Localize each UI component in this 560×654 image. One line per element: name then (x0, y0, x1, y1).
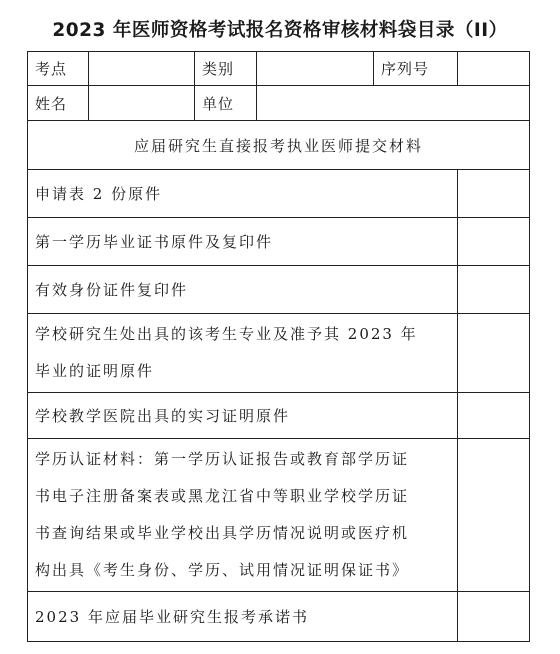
material-item (28, 393, 458, 439)
category-field[interactable] (257, 52, 374, 86)
material-text: 学校教学医院出具的实习证明原件 (35, 407, 291, 425)
name-field[interactable] (89, 86, 195, 121)
exam-site-field[interactable] (89, 52, 195, 86)
material-text-line: 学历认证材料：第一学历认证报告或教育部学历证 (35, 450, 410, 468)
material-item (28, 170, 458, 218)
material-checkbox[interactable] (458, 314, 530, 393)
material-item (28, 592, 458, 642)
header-row-name (28, 86, 530, 121)
material-checkbox[interactable] (458, 218, 530, 266)
material-row (28, 592, 530, 642)
material-text-line: 书电子注册备案表或黑龙江省中等职业学校学历证 (35, 487, 410, 505)
material-text: 第一学历毕业证书原件及复印件 (35, 233, 274, 251)
name-label: 姓名 (28, 86, 89, 121)
material-row (28, 170, 530, 218)
material-checkbox[interactable] (458, 266, 530, 314)
material-row (28, 314, 530, 393)
section-title: 应届研究生直接报考执业医师提交材料 (28, 121, 530, 170)
material-text-line: 构出具《考生身份、学历、试用情况证明保证书》 (35, 561, 410, 579)
material-checkbox[interactable] (458, 592, 530, 642)
serial-number-label: 序列号 (374, 52, 458, 86)
serial-number-field[interactable] (458, 52, 530, 86)
material-checkbox[interactable] (458, 170, 530, 218)
material-text: 申请表 2 份原件 (35, 185, 163, 203)
exam-site-label: 考点 (28, 52, 89, 86)
section-row (28, 121, 530, 170)
material-item (28, 266, 458, 314)
header-row-exam (28, 52, 530, 86)
material-row (28, 439, 530, 592)
material-item (28, 439, 458, 592)
material-text-line: 学校研究生处出具的该考生专业及准予其 2023 年 (35, 325, 418, 343)
material-text: 2023 年应届毕业研究生报考承诺书 (35, 608, 309, 626)
material-text-line: 书查询结果或毕业学校出具学历情况说明或医疗机 (35, 524, 410, 542)
unit-field[interactable] (257, 86, 530, 121)
material-row (28, 266, 530, 314)
material-item (28, 218, 458, 266)
material-checkbox[interactable] (458, 439, 530, 592)
material-checkbox[interactable] (458, 393, 530, 439)
unit-label: 单位 (195, 86, 257, 121)
material-text-line: 毕业的证明原件 (35, 362, 155, 380)
material-row (28, 218, 530, 266)
material-row (28, 393, 530, 439)
document-title: 2023 年医师资格考试报名资格审核材料袋目录（II） (52, 20, 508, 41)
material-item (28, 314, 458, 393)
materials-checklist-table (27, 51, 530, 642)
category-label: 类别 (195, 52, 257, 86)
material-text: 有效身份证件复印件 (35, 281, 189, 299)
